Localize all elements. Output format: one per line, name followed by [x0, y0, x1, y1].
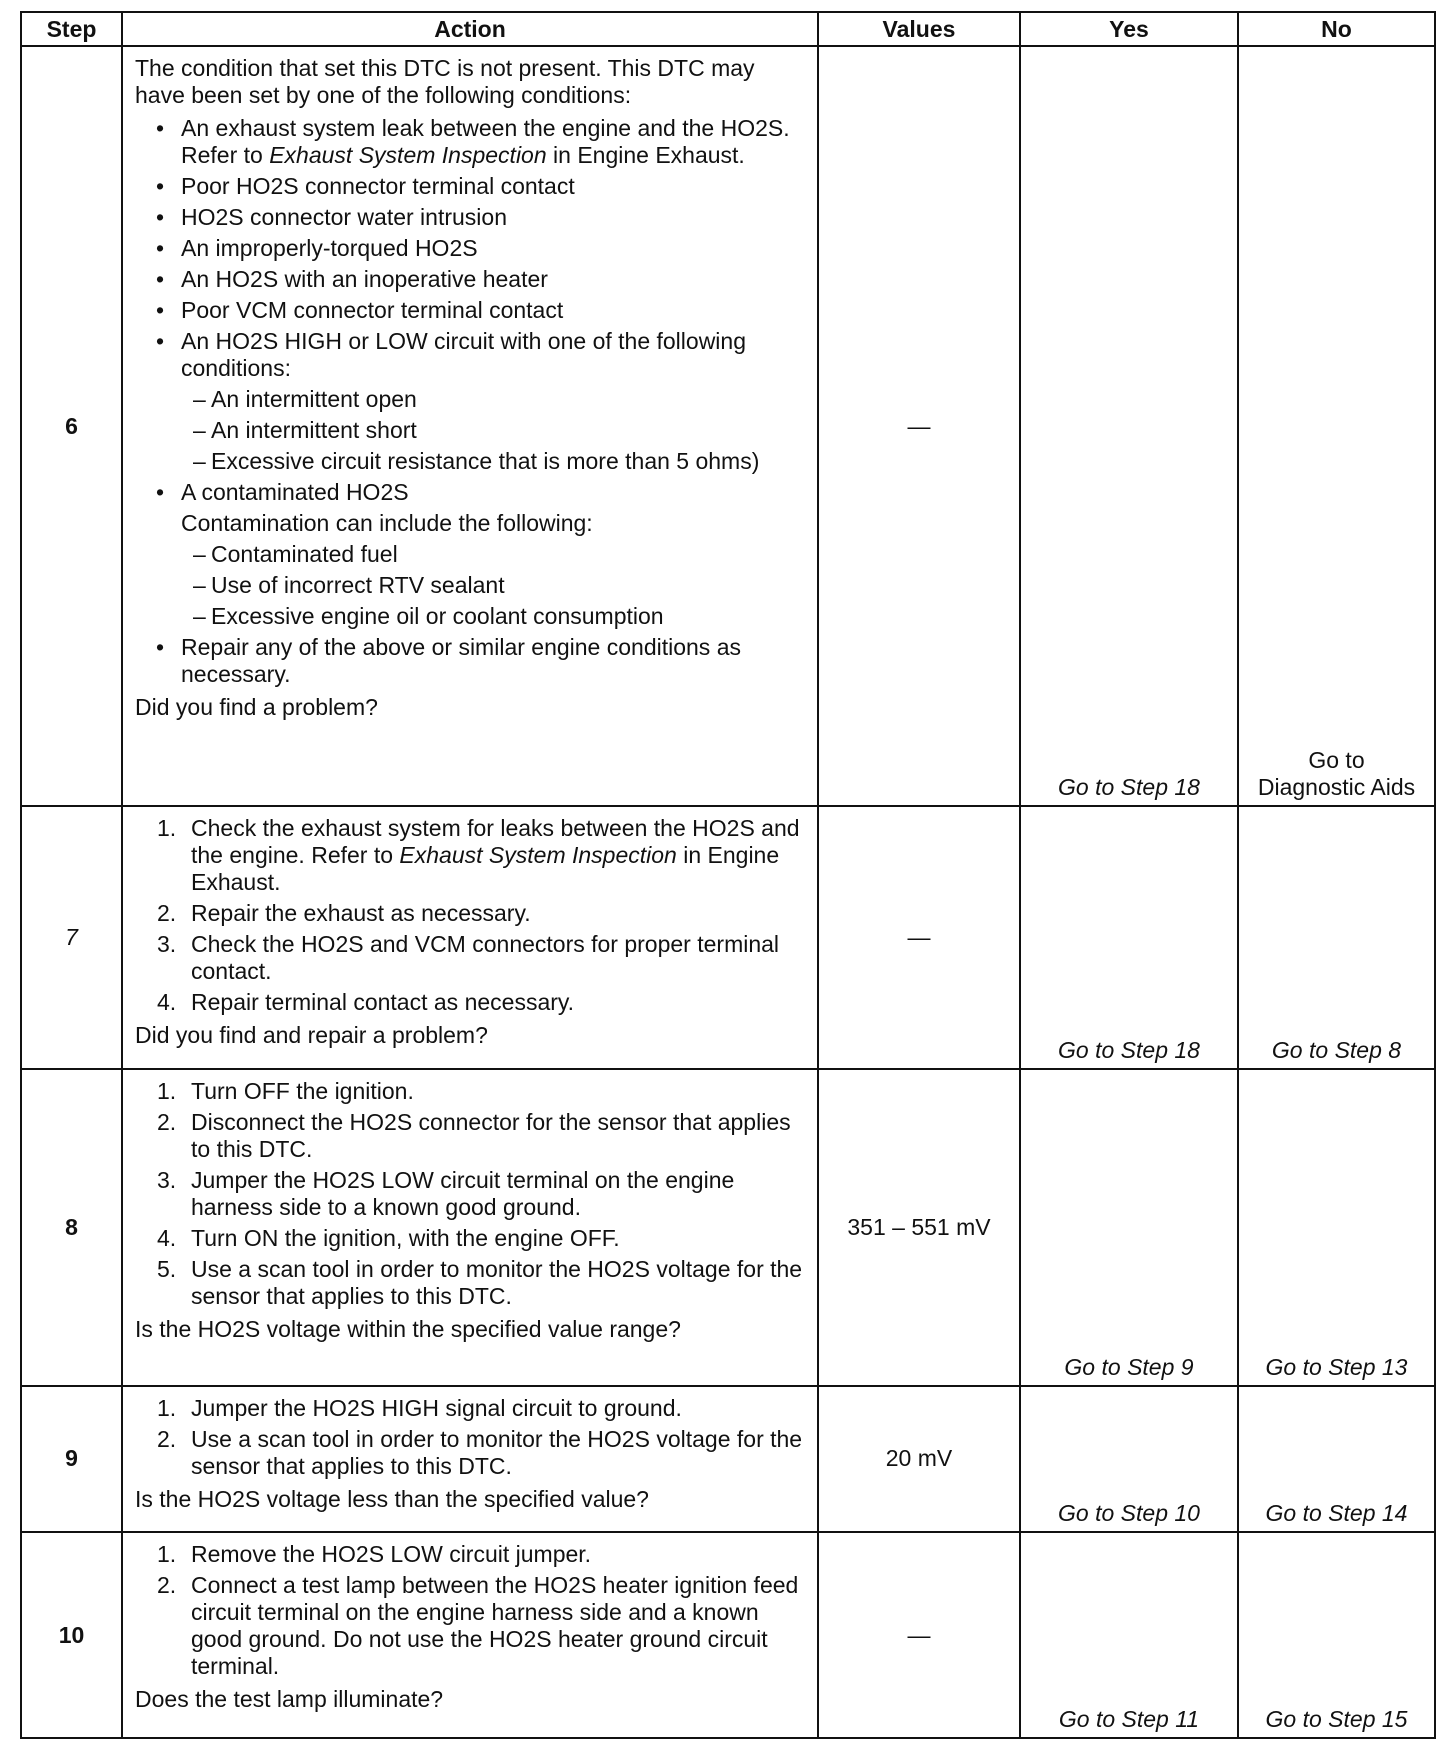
no-cell: Go to Step 8: [1238, 806, 1435, 1069]
values-cell: —: [818, 806, 1020, 1069]
action-intro: The condition that set this DTC is not present. This DTC may have been set by one of the following conditions:: [135, 55, 755, 108]
list-item: [135, 931, 807, 985]
yes-cell: Go to Step 9: [1020, 1069, 1238, 1385]
action-cell: [122, 806, 818, 1069]
procedure-list: [135, 1078, 807, 1310]
item-number: 4.: [157, 1225, 177, 1252]
list-item: • An improperly-torqued HO2S: [135, 235, 807, 262]
step-number: 8: [21, 1069, 122, 1385]
list-item: [135, 1541, 807, 1568]
table-row: [21, 1532, 1435, 1738]
reference-text: Exhaust System Inspection: [269, 142, 547, 168]
sub-list-item: – An intermittent open: [181, 386, 807, 413]
item-number: 3.: [157, 1167, 177, 1194]
reference-text: Exhaust System Inspection: [399, 842, 677, 869]
no-text: Go to: [1308, 747, 1365, 774]
list-item: • Poor HO2S connector terminal contact: [135, 173, 807, 200]
sub-list-item: – Excessive circuit resistance that is more than 5 ohms): [181, 448, 807, 475]
list-item: [135, 328, 807, 475]
list-item: [135, 1167, 807, 1221]
header-no: No: [1238, 12, 1435, 46]
no-cell: Go to Step 13: [1238, 1069, 1435, 1385]
list-item-text: Check the exhaust system for leaks between the HO2S and the engine. Refer to: [191, 815, 800, 869]
header-values: Values: [818, 12, 1020, 46]
list-item: • Poor VCM connector terminal contact: [135, 297, 807, 324]
values-cell: 20 mV: [818, 1386, 1020, 1532]
question: Is the HO2S voltage within the specified value range?: [135, 1316, 681, 1343]
header-row: [21, 12, 1435, 46]
item-number: 1.: [157, 1078, 177, 1105]
list-item-text: Turn OFF the ignition.: [191, 1078, 414, 1105]
item-number: 2.: [157, 1425, 177, 1452]
yes-cell: Go to Step 10: [1020, 1386, 1238, 1532]
list-item-text: Disconnect the HO2S connector for the sensor that applies to this DTC.: [191, 1109, 791, 1163]
list-item-text: Remove the HO2S LOW circuit jumper.: [191, 1541, 592, 1568]
item-number: 4.: [157, 989, 177, 1016]
action-cell: [122, 1069, 818, 1385]
list-item-text: Jumper the HO2S HIGH signal circuit to ground.: [191, 1394, 682, 1421]
sub-paragraph: Contamination can include the following:: [181, 510, 593, 536]
action-cell: [122, 1386, 818, 1532]
question: Is the HO2S voltage less than the specified value?: [135, 1485, 649, 1512]
item-number: 2.: [157, 1109, 177, 1136]
item-number: 5.: [157, 1256, 177, 1283]
list-item-text: Repair the exhaust as necessary.: [191, 900, 531, 927]
list-item: [135, 1109, 807, 1163]
item-number: 2.: [157, 1572, 177, 1599]
sub-list-item: – An intermittent short: [181, 417, 807, 444]
sub-list: [181, 541, 807, 630]
list-item-text: Jumper the HO2S LOW circuit terminal on the engine harness side to a known good ground.: [191, 1167, 735, 1221]
list-item-text: Use a scan tool in order to monitor the HO2S voltage for the sensor that applies to this DTC.: [191, 1425, 803, 1479]
step-number: 9: [21, 1386, 122, 1532]
item-number: 2.: [157, 900, 177, 927]
list-item-text: An exhaust system leak between the engine and the HO2S. Refer to: [181, 115, 790, 168]
list-item: [135, 1426, 807, 1480]
step-number: 6: [21, 46, 122, 806]
list-item: [135, 1078, 807, 1105]
item-number: 3.: [157, 931, 177, 958]
list-item: [135, 1256, 807, 1310]
table-row: [21, 1069, 1435, 1385]
list-item: [135, 989, 807, 1016]
list-item: [135, 479, 807, 630]
list-item-text: A contaminated HO2S: [181, 479, 409, 505]
condition-list: [135, 115, 807, 688]
list-item: [135, 1572, 807, 1680]
question: Does the test lamp illuminate?: [135, 1686, 444, 1713]
diagnostic-table: [20, 11, 1436, 1739]
question: Did you find a problem?: [135, 694, 378, 720]
action-cell: [122, 46, 818, 806]
header-step: Step: [21, 12, 122, 46]
list-item: [135, 815, 807, 896]
procedure-list: [135, 1541, 807, 1680]
question: Did you find and repair a problem?: [135, 1022, 488, 1049]
action-cell: [122, 1532, 818, 1738]
procedure-list: [135, 1395, 807, 1480]
list-item: [135, 115, 807, 169]
list-item-text: Check the HO2S and VCM connectors for proper terminal contact.: [191, 931, 780, 985]
list-item-text: Connect a test lamp between the HO2S heater ignition feed circuit terminal on the engine harness side and a known good ground. Do not use the HO2S heater ground circuit terminal.: [191, 1572, 799, 1680]
yes-cell: Go to Step 11: [1020, 1532, 1238, 1738]
no-cell: [1238, 46, 1435, 806]
yes-cell: Go to Step 18: [1020, 806, 1238, 1069]
list-item-text: Use a scan tool in order to monitor the HO2S voltage for the sensor that applies to this DTC.: [191, 1256, 803, 1310]
sub-list-item: – Use of incorrect RTV sealant: [181, 572, 807, 599]
procedure-list: [135, 815, 807, 1016]
list-item-text: in Engine Exhaust.: [546, 142, 745, 168]
list-item: • Repair any of the above or similar engine conditions as necessary.: [135, 634, 807, 688]
table-row: [21, 46, 1435, 806]
values-cell: —: [818, 46, 1020, 806]
header-yes: Yes: [1020, 12, 1238, 46]
list-item-text: Turn ON the ignition, with the engine OFF.: [191, 1225, 620, 1252]
sub-list-item: – Contaminated fuel: [181, 541, 807, 568]
no-cell: Go to Step 14: [1238, 1386, 1435, 1532]
step-number: 7: [21, 806, 122, 1069]
list-item-text: An HO2S HIGH or LOW circuit with one of the following conditions:: [181, 328, 746, 381]
list-item: [135, 900, 807, 927]
no-text: Diagnostic Aids: [1257, 774, 1416, 801]
list-item-text: Repair terminal contact as necessary.: [191, 989, 575, 1016]
list-item: • HO2S connector water intrusion: [135, 204, 807, 231]
item-number: 1.: [157, 1541, 177, 1568]
no-cell: Go to Step 15: [1238, 1532, 1435, 1738]
list-item: • An HO2S with an inoperative heater: [135, 266, 807, 293]
list-item-text: in Engine Exhaust.: [191, 842, 780, 896]
table-row: [21, 1386, 1435, 1532]
sub-list: [181, 386, 807, 475]
item-number: 1.: [157, 815, 177, 842]
list-item: [135, 1395, 807, 1422]
table-row: [21, 806, 1435, 1069]
header-action: Action: [122, 12, 818, 46]
step-number: 10: [21, 1532, 122, 1738]
values-cell: —: [818, 1532, 1020, 1738]
item-number: 1.: [157, 1394, 177, 1421]
list-item: [135, 1225, 807, 1252]
values-cell: 351 – 551 mV: [818, 1069, 1020, 1385]
sub-list-item: – Excessive engine oil or coolant consumption: [181, 603, 807, 630]
yes-cell: Go to Step 18: [1020, 46, 1238, 806]
